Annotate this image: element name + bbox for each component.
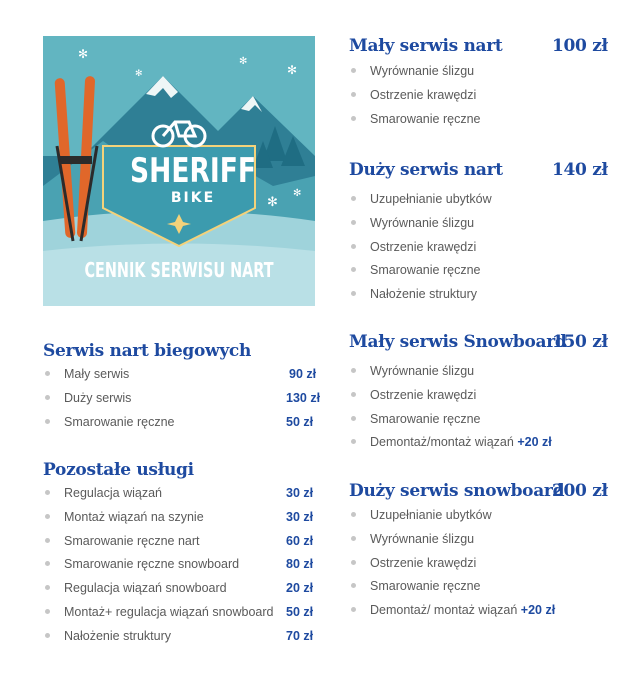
item-price: 80 zł xyxy=(286,557,314,572)
section-price: 200 zł xyxy=(552,481,608,501)
bullet-icon xyxy=(45,561,50,566)
bullet-icon xyxy=(45,538,50,543)
bullet-icon xyxy=(351,92,356,97)
section-price: 150 zł xyxy=(552,332,608,352)
item-label: Nałożenie struktury xyxy=(64,628,171,643)
poster-sub: BIKE xyxy=(170,190,216,206)
item-label: Smarowanie ręczne xyxy=(370,111,481,126)
item-label xyxy=(370,602,555,618)
poster-image xyxy=(43,36,315,306)
item-price: 30 zł xyxy=(286,509,314,524)
bullet-icon xyxy=(45,371,50,376)
svg-text:✻: ✻ xyxy=(239,56,248,67)
poster-caption: CENNIK SERWISU NART xyxy=(84,258,274,282)
item-label: Ostrzenie krawędzi xyxy=(370,555,477,570)
item-label: Uzupełnianie ubytków xyxy=(370,508,492,522)
item-label: Wyrównanie ślizgu xyxy=(370,531,475,546)
bullet-icon xyxy=(45,395,50,400)
bullet-icon xyxy=(351,220,356,225)
bullet-icon xyxy=(45,514,50,519)
bullet-icon xyxy=(351,536,356,541)
bullet-icon xyxy=(351,512,356,517)
item-text: Demontaż/montaż wiązań xyxy=(370,435,514,450)
bullet-icon xyxy=(45,633,50,638)
bullet-icon xyxy=(351,439,356,444)
section-title: Serwis nart biegowych xyxy=(43,341,252,361)
bullet-icon xyxy=(351,560,356,565)
item-price: 30 zł xyxy=(286,486,314,500)
section-title: Mały serwis nart xyxy=(349,36,503,56)
bullet-icon xyxy=(351,291,356,296)
item-price: 50 zł xyxy=(286,604,314,619)
item-label: Mały serwis xyxy=(64,367,130,381)
bullet-icon xyxy=(351,416,356,421)
section-title: Duży serwis snowboard xyxy=(349,481,565,501)
item-label: Regulacja wiązań xyxy=(64,486,162,500)
bullet-icon xyxy=(351,244,356,249)
item-label: Nałożenie struktury xyxy=(370,287,477,302)
item-label: Montaż wiązań na szynie xyxy=(64,509,204,524)
item-price: 130 zł xyxy=(286,390,321,405)
section-title: Pozostałe usługi xyxy=(43,460,194,480)
bullet-icon xyxy=(45,585,50,590)
bullet-icon xyxy=(351,68,356,73)
bullet-icon xyxy=(351,392,356,397)
item-label: Smarowanie ręczne xyxy=(370,579,481,594)
item-label: Wyrównanie ślizgu xyxy=(370,215,475,230)
item-label: Smarowanie ręczne xyxy=(370,411,481,426)
item-label: Wyrównanie ślizgu xyxy=(370,64,475,78)
extra-price: +20 zł xyxy=(520,603,556,618)
item-price: 70 zł xyxy=(286,628,314,643)
svg-text:✻: ✻ xyxy=(135,68,143,78)
bullet-icon xyxy=(351,267,356,272)
svg-text:✻: ✻ xyxy=(78,47,89,61)
item-label: Smarowanie ręczne xyxy=(64,414,175,429)
svg-text:✻: ✻ xyxy=(267,194,278,209)
item-price: 60 zł xyxy=(286,533,314,548)
item-label: Ostrzenie krawędzi xyxy=(370,87,477,102)
svg-text:✻: ✻ xyxy=(287,63,298,77)
section-title: Mały serwis Snowboard xyxy=(349,332,567,352)
item-label: Wyrównanie ślizgu xyxy=(370,364,475,378)
bullet-icon xyxy=(351,116,356,121)
section-price: 100 zł xyxy=(552,36,608,56)
item-label: Ostrzenie krawędzi xyxy=(370,239,477,254)
item-label: Smarowanie ręczne xyxy=(370,263,481,278)
poster-brand: SHERIFF xyxy=(130,151,256,191)
bullet-icon xyxy=(351,196,356,201)
bullet-icon xyxy=(45,490,50,495)
item-price: 90 zł xyxy=(289,367,317,381)
bullet-icon xyxy=(45,419,50,424)
bullet-icon xyxy=(351,368,356,373)
item-price: 20 zł xyxy=(286,581,314,596)
section-price: 140 zł xyxy=(552,160,608,180)
item-label: Duży serwis xyxy=(64,390,132,405)
item-label: Ostrzenie krawędzi xyxy=(370,387,477,402)
item-label: Regulacja wiązań snowboard xyxy=(64,581,227,596)
item-label: Smarowanie ręczne snowboard xyxy=(64,557,240,572)
item-label: Montaż+ regulacja wiązań snowboard xyxy=(64,604,274,619)
item-text: Demontaż/ montaż wiązań xyxy=(370,603,518,618)
item-label xyxy=(370,434,552,450)
bullet-icon xyxy=(45,609,50,614)
item-price: 50 zł xyxy=(286,414,314,429)
bullet-icon xyxy=(351,607,356,612)
item-label: Smarowanie ręczne nart xyxy=(64,533,200,548)
item-label: Uzupełnianie ubytków xyxy=(370,192,492,206)
extra-price: +20 zł xyxy=(517,435,552,450)
svg-text:✻: ✻ xyxy=(293,188,302,199)
bullet-icon xyxy=(351,583,356,588)
section-title: Duży serwis nart xyxy=(349,160,503,180)
